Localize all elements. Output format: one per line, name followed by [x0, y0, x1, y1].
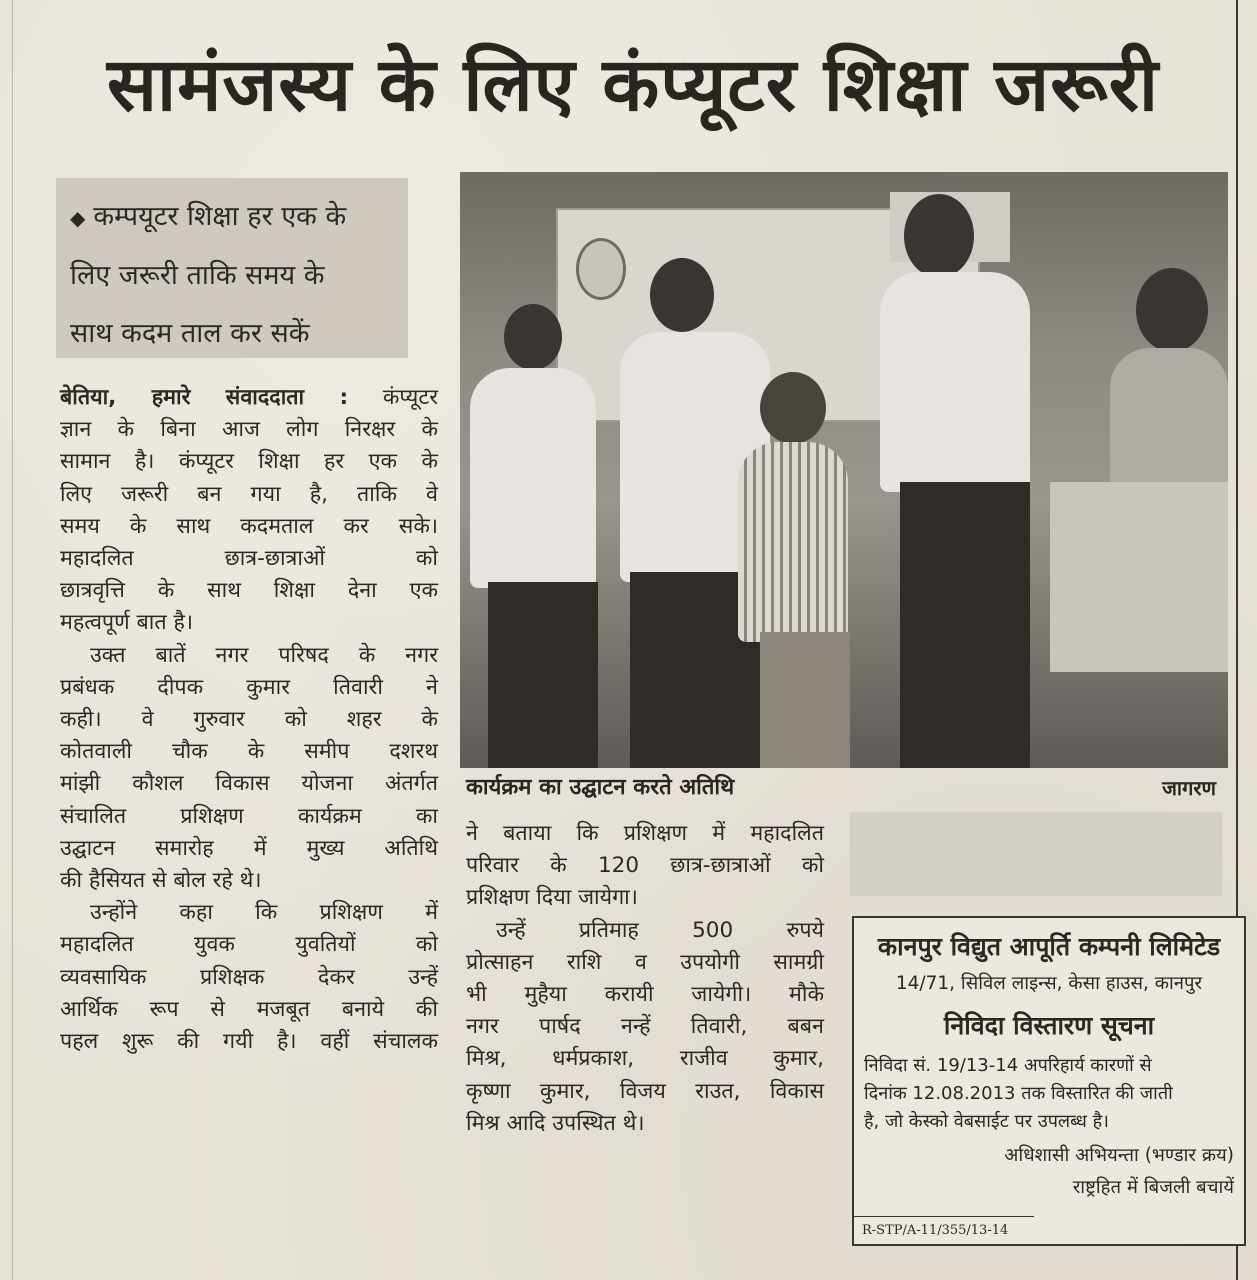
emblem-icon: [576, 238, 626, 300]
photo-person-pants: [760, 632, 850, 768]
photo-table: [1050, 482, 1228, 672]
tender-notice-ad: [852, 916, 1246, 1246]
article-line: कही। वे गुरुवार को शहर के: [60, 707, 438, 733]
article-line: महादलित युवक युवतियों को: [60, 932, 438, 958]
ad-slogan: राष्ट्रहित में बिजली बचायें: [1072, 1177, 1234, 1198]
photo-person: [738, 442, 848, 642]
ad-body-line: है, जो केस्को वेबसाईट पर उपलब्ध है।: [864, 1111, 1109, 1132]
subheadline-line: साथ कदम ताल कर सकें: [70, 318, 310, 349]
article-line: लिए जरूरी बन गया है, ताकि वे: [60, 481, 438, 507]
left-edge-rule: [12, 0, 13, 1280]
article-line: उन्होंने कहा कि प्रशिक्षण में: [90, 900, 438, 926]
article-line: बेतिया, हमारे संवाददाता : कंप्यूटर: [60, 385, 438, 410]
article-line: आर्थिक रूप से मजबूत बनाये की: [60, 996, 438, 1022]
article-line: प्रशिक्षण दिया जायेगा।: [466, 885, 638, 911]
photo-person: [880, 272, 1030, 492]
article-line: उन्हें प्रतिमाह 500 रुपये: [496, 917, 824, 943]
photo-caption: कार्यक्रम का उद्घाटन करते अतिथि: [466, 775, 735, 800]
article-column-middle: [466, 818, 824, 1140]
headline: सामंजस्य के लिए कंप्यूटर शिक्षा जरूरी: [106, 42, 1160, 128]
article-line: पहल शुरू की गयी है। वहीं संचालक: [60, 1029, 438, 1055]
blank-grey-block: [850, 812, 1222, 896]
article-line: समय के साथ कदमताल कर सके।: [60, 513, 438, 539]
photo-person-head: [760, 372, 826, 444]
ad-signatory: अधिशासी अभियन्ता (भण्डार क्रय): [1004, 1145, 1234, 1166]
photo-person-head: [904, 194, 974, 278]
article-line: मिश्र, धर्मप्रकाश, राजीव कुमार,: [466, 1046, 824, 1072]
photo-person: [1110, 348, 1228, 498]
photo-person-head: [650, 258, 714, 332]
article-line: की हैसियत से बोल रहे थे।: [60, 868, 262, 894]
event-photo: [460, 172, 1228, 768]
dateline: बेतिया, हमारे संवाददाता :: [60, 385, 349, 410]
article-line: सामान है। कंप्यूटर शिक्षा हर एक के: [60, 449, 438, 475]
article-line: संचालित प्रशिक्षण कार्यक्रम का: [60, 803, 438, 829]
article-line: मिश्र आदि उपस्थित थे।: [466, 1110, 645, 1136]
subheadline-line: ◆ कम्पयूटर शिक्षा हर एक के: [70, 201, 347, 232]
article-line: नगर पार्षद नन्हें तिवारी, बबन: [466, 1014, 824, 1040]
article-line: महत्वपूर्ण बात है।: [60, 610, 194, 636]
ad-body-line: दिनांक 12.08.2013 तक विस्तारित की जाती: [864, 1083, 1173, 1104]
photo-person-head: [504, 304, 562, 370]
article-line: उक्त बातें नगर परिषद के नगर: [90, 642, 438, 668]
article-line: कृष्णा कुमार, विजय राउत, विकास: [466, 1078, 824, 1104]
subheadline-line: लिए जरूरी ताकि समय के: [70, 260, 325, 291]
article-line: छात्रवृत्ति के साथ शिक्षा देना एक: [60, 578, 438, 604]
photo-person-pants: [488, 582, 598, 768]
article-line: कोतवाली चौक के समीप दशरथ: [60, 739, 438, 765]
ad-divider: [854, 1216, 1034, 1217]
photo-credit: जागरण: [1162, 776, 1216, 800]
ad-reference-number: R-STP/A-11/355/13-14: [862, 1223, 1009, 1238]
photo-person-pants: [900, 482, 1030, 768]
ad-notice-title: निविदा विस्तारण सूचना: [943, 1011, 1155, 1040]
photo-caption-row: [466, 770, 1226, 810]
article-line: उद्घाटन समारोह में मुख्य अतिथि: [60, 835, 438, 861]
bullet-icon: ◆: [70, 206, 86, 230]
subheadline-box: [56, 178, 408, 358]
article-line: प्रोत्साहन राशि व उपयोगी सामग्री: [466, 949, 824, 975]
article-line: ज्ञान के बिना आज लोग निरक्षर के: [60, 417, 438, 443]
ad-body-line: निविदा सं. 19/13-14 अपरिहार्य कारणों से: [864, 1055, 1152, 1076]
ad-body: [864, 1052, 1236, 1136]
article-line: ने बताया कि प्रशिक्षण में महादलित: [466, 821, 824, 846]
ad-address: 14/71, सिविल लाइन्स, केसा हाउस, कानपुर: [895, 973, 1203, 994]
article-line: परिवार के 120 छात्र-छात्राओं को: [466, 853, 824, 879]
ad-company-name: कानपुर विद्युत आपूर्ति कम्पनी लिमिटेड: [877, 932, 1221, 961]
photo-person-head: [1136, 268, 1208, 352]
article-line: मांझी कौशल विकास योजना अंतर्गत: [60, 771, 438, 797]
article-line: महादलित छात्र-छात्राओं को: [60, 546, 438, 572]
article-line: व्यवसायिक प्रशिक्षक देकर उन्हें: [60, 964, 438, 990]
article-line: भी मुहैया करायी जायेगी। मौके: [466, 982, 824, 1008]
article-column-left: [60, 382, 438, 1058]
article-line: प्रबंधक दीपक कुमार तिवारी ने: [60, 674, 438, 700]
photo-person: [470, 368, 596, 588]
